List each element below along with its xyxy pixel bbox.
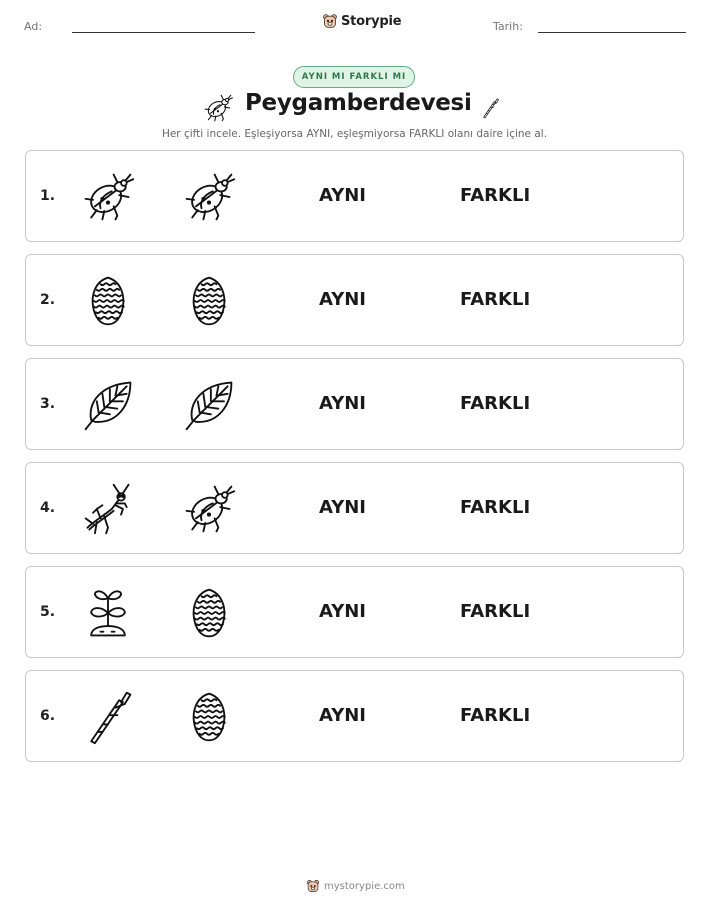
brand — [322, 13, 401, 29]
name-label: Ad: — [24, 20, 43, 33]
same-option[interactable]: AYNI — [319, 185, 367, 206]
question-row-4 — [25, 462, 684, 554]
question-row-6 — [25, 670, 684, 762]
beetle-icon — [181, 481, 237, 537]
twig-icon — [80, 689, 136, 745]
date-line[interactable] — [538, 32, 686, 33]
question-row-1 — [25, 150, 684, 242]
sprout-icon — [80, 585, 136, 641]
bear-logo-icon — [322, 13, 338, 29]
bear-logo-icon — [306, 879, 320, 893]
category-badge: AYNI MI FARKLI MI — [293, 66, 415, 88]
cocoon-icon — [181, 273, 237, 329]
footer-url[interactable]: mystorypie.com — [324, 880, 405, 892]
twig-icon — [478, 92, 502, 124]
mantis-icon — [80, 481, 136, 537]
question-row-3 — [25, 358, 684, 450]
cocoon-icon — [181, 585, 237, 641]
cocoon-icon — [181, 689, 237, 745]
leaf-icon — [181, 377, 237, 433]
different-option[interactable]: FARKLI — [460, 289, 531, 310]
question-number: 6. — [40, 708, 56, 724]
different-option[interactable]: FARKLI — [460, 705, 531, 726]
question-number: 1. — [40, 188, 56, 204]
date-label: Tarih: — [493, 20, 523, 33]
question-number: 3. — [40, 396, 56, 412]
question-row-5 — [25, 566, 684, 658]
title-row — [0, 90, 709, 126]
same-option[interactable]: AYNI — [319, 497, 367, 518]
worksheet-header — [0, 0, 709, 50]
different-option[interactable]: FARKLI — [460, 393, 531, 414]
beetle-icon — [181, 169, 237, 225]
brand-name: Storypie — [341, 13, 402, 29]
question-row-2 — [25, 254, 684, 346]
same-option[interactable]: AYNI — [319, 705, 367, 726]
different-option[interactable]: FARKLI — [460, 497, 531, 518]
cocoon-icon — [80, 273, 136, 329]
beetle-icon — [80, 169, 136, 225]
leaf-icon — [80, 377, 136, 433]
instructions: Her çifti incele. Eşleşiyorsa AYNI, eşleşmiyorsa FARKLI olanı daire içine al. — [161, 128, 548, 140]
name-line[interactable] — [72, 32, 255, 33]
question-number: 5. — [40, 604, 56, 620]
different-option[interactable]: FARKLI — [460, 185, 531, 206]
different-option[interactable]: FARKLI — [460, 601, 531, 622]
question-number: 4. — [40, 500, 56, 516]
footer — [306, 879, 405, 893]
same-option[interactable]: AYNI — [319, 393, 367, 414]
question-number: 2. — [40, 292, 56, 308]
page-title: Peygamberdevesi — [245, 90, 472, 116]
beetle-icon — [202, 92, 234, 124]
same-option[interactable]: AYNI — [319, 289, 367, 310]
same-option[interactable]: AYNI — [319, 601, 367, 622]
